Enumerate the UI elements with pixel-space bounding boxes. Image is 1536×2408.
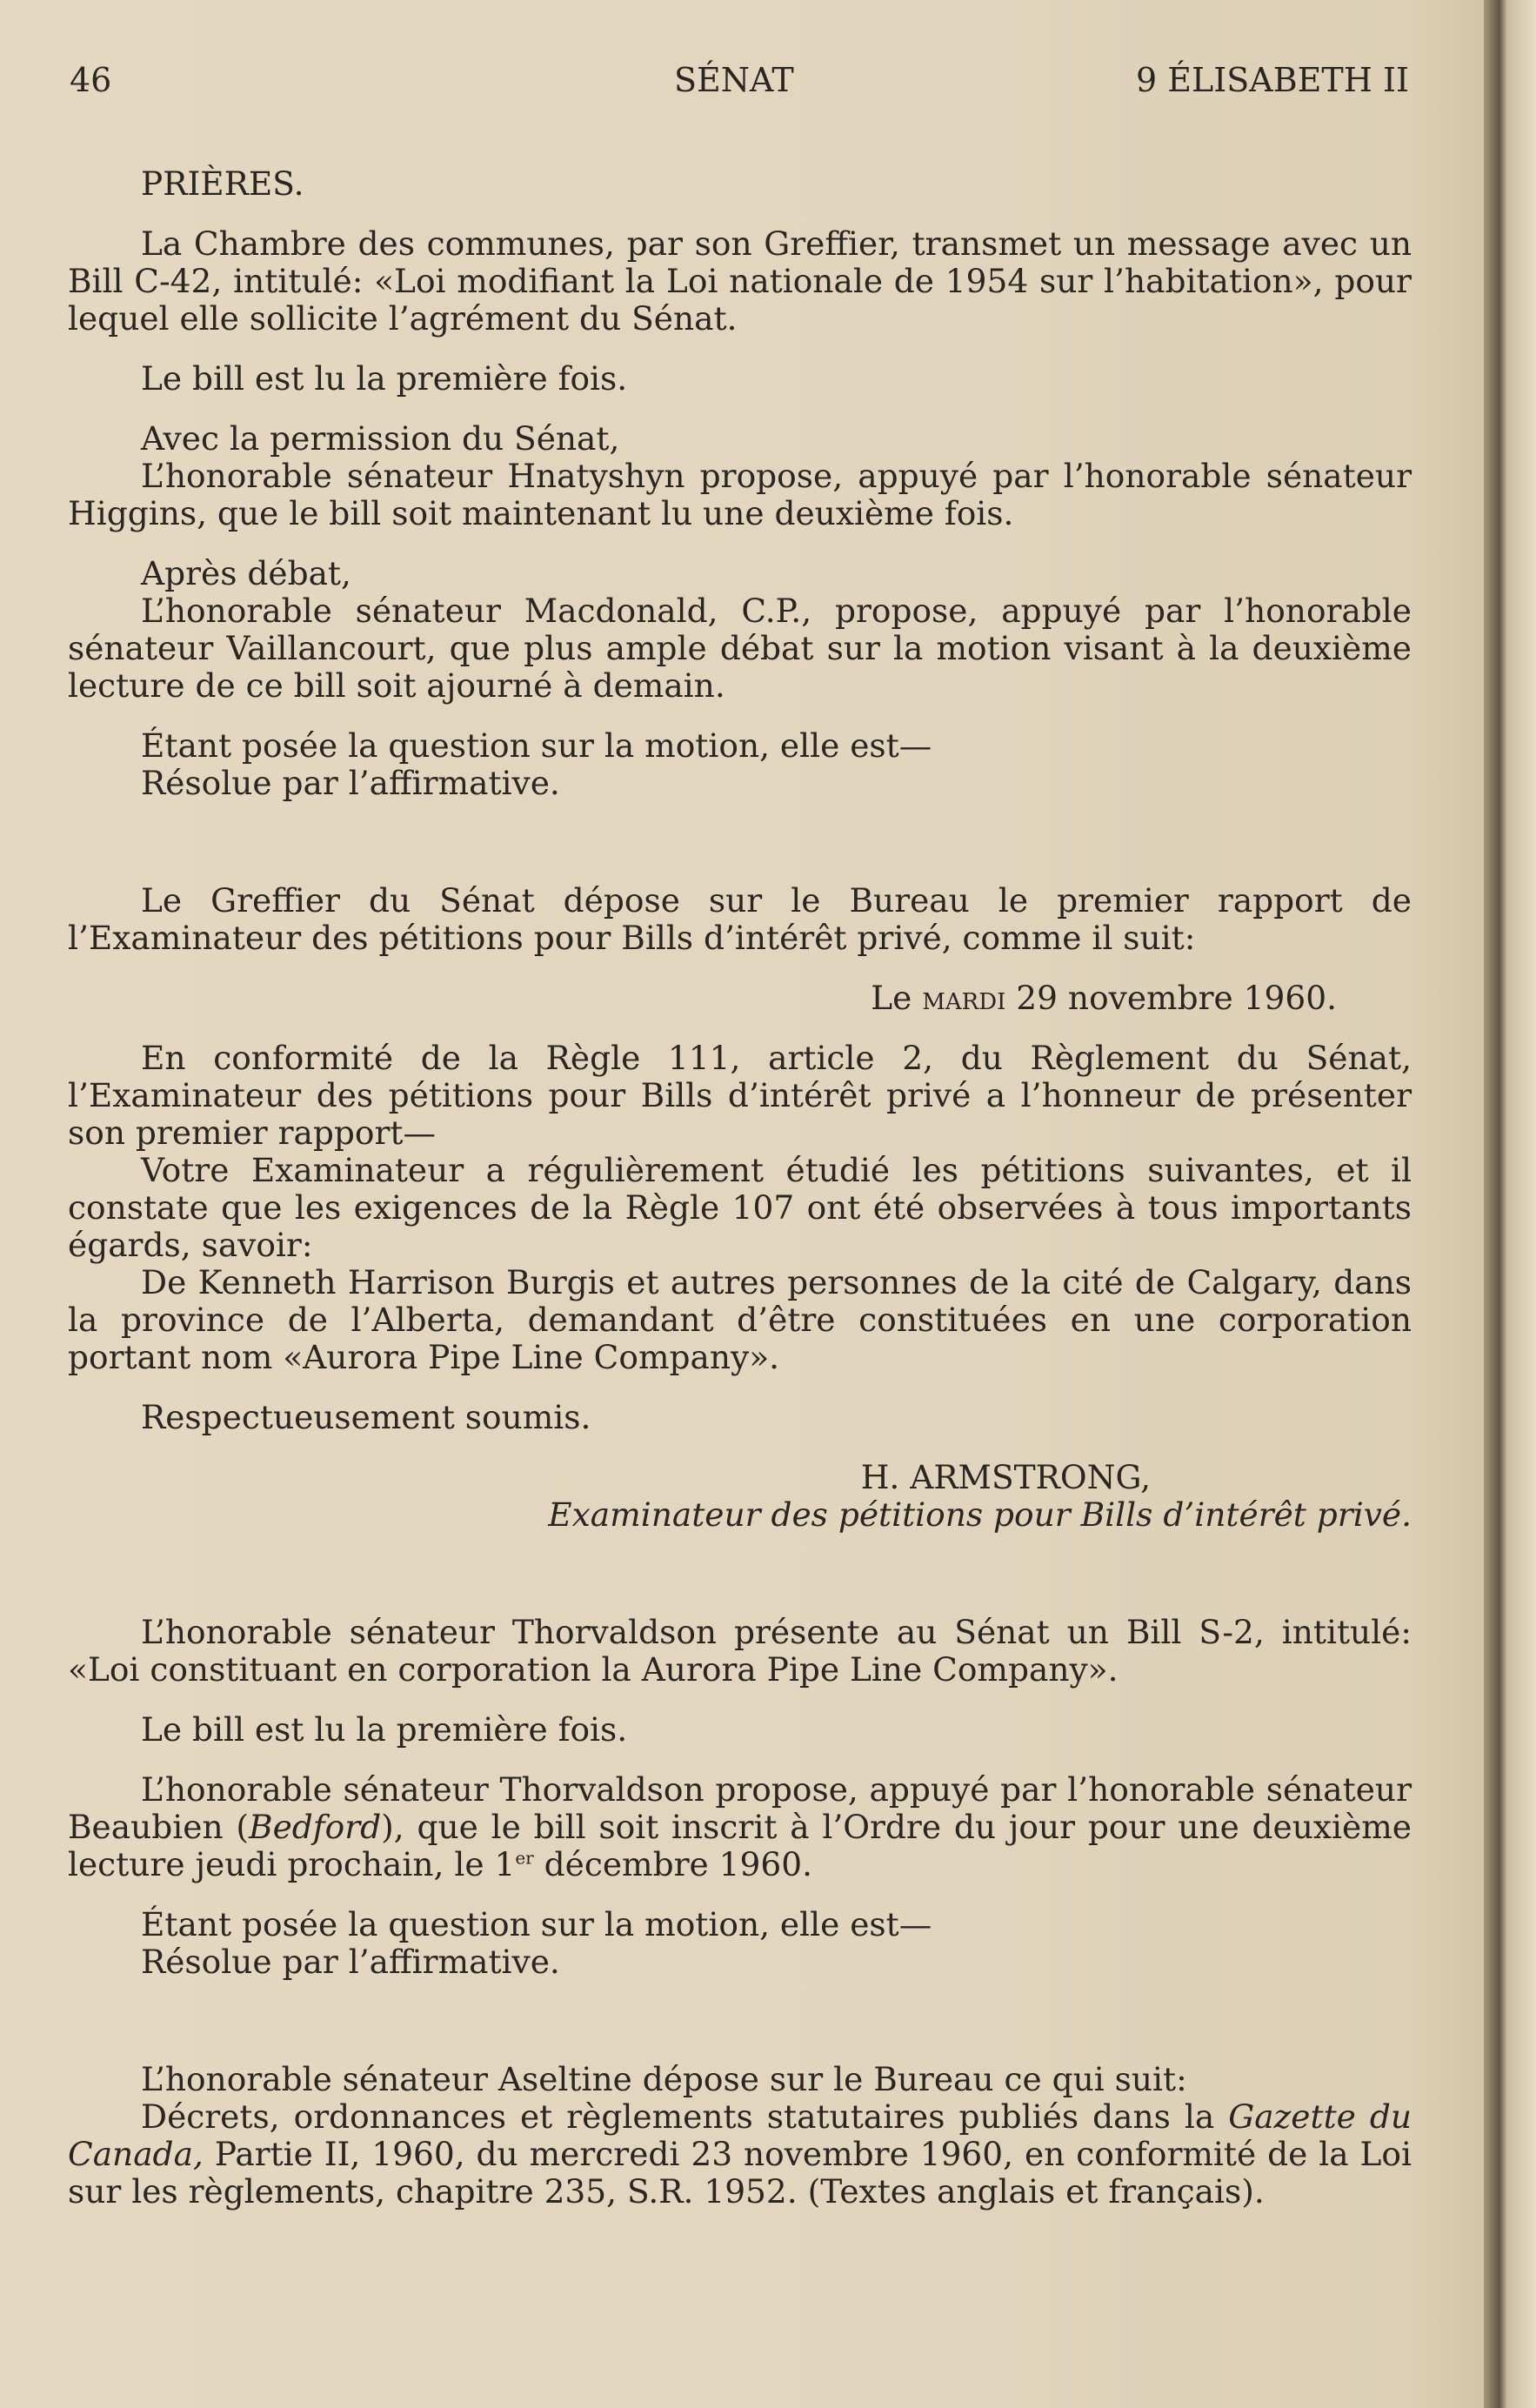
motion-thorvaldson-text-a: L’honorable sénateur Thorvaldson propose, appuyé par l’honorable sénateur Beaubien ( (68, 1770, 1412, 1846)
report-date (68, 980, 1412, 1017)
motion-thorvaldson-text-b: ), que le bill soit inscrit à l’Ordre du jour pour une deuxième lecture jeudi prochain, le 1 (68, 1808, 1412, 1883)
decrets-text-b: Partie II, 1960, du mercredi 23 novembre 1960, en conformité de la Loi sur les règlements, chapitre 235, S.R. 1952. (Textes anglais et français). (68, 2135, 1412, 2211)
motion-thorvaldson-ordinal: er (515, 1847, 534, 1869)
paragraph-resolved-2: Résolue par l’affirmative. (141, 1943, 560, 1981)
paragraph-leave: Avec la permission du Sénat, (141, 419, 620, 458)
report-paragraph-1: En conformité de la Règle 111, article 2, du Règlement du Sénat, l’Examinateur des pétitions pour Bills d’intérêt privé a l’honneur de présenter son premier rapport— (68, 1039, 1412, 1152)
report-paragraph-2: Votre Examinateur a régulièrement étudié les pétitions suivantes, et il constate que les exigences de la Règle 107 ont été observées à tous importants égards, savoir: (68, 1151, 1412, 1264)
paragraph-question-put: Étant posée la question sur la motion, elle est— (141, 726, 932, 765)
paragraph-after-debate: Après débat, (141, 554, 351, 592)
signature-name: H. ARMSTRONG, (860, 1458, 1151, 1496)
paragraph-motion-macdonald: L’honorable sénateur Macdonald, C.P., propose, appuyé par l’honorable sénateur Vaillancourt, que plus ample débat sur la motion visant à la deuxième lecture de ce bill soit ajourné à demain. (68, 592, 1412, 705)
running-title: SÉNAT (674, 61, 794, 99)
report-date-rest: 29 novembre 1960. (1016, 979, 1337, 1017)
respectfully-submitted: Respectueusement soumis. (141, 1398, 591, 1436)
paragraph-resolved: Résolue par l’affirmative. (141, 764, 560, 802)
paragraph-motion-thorvaldson (68, 1771, 1412, 1883)
paragraph-aseltine-tabling: L’honorable sénateur Aseltine dépose sur le Bureau ce qui suit: (141, 2060, 1187, 2098)
paragraph-bill-s2: L’honorable sénateur Thorvaldson présente au Sénat un Bill S-2, intitulé: «Loi constituant en corporation la Aurora Pipe Line Company». (68, 1613, 1412, 1689)
prayers-heading: PRIÈRES. (141, 164, 304, 203)
report-paragraph-3: De Kenneth Harrison Burgis et autres personnes de la cité de Calgary, dans la province de l’Alberta, demandant d’être constituées en une corporation portant nom «Aurora Pipe Line Company». (68, 1263, 1412, 1376)
paragraph-decrets (68, 2098, 1412, 2211)
paragraph-message-c42: La Chambre des communes, par son Greffier, transmet un message avec un Bill C-42, intitulé: «Loi modifiant la Loi nationale de 1954 sur l’habitation», pour lequel elle sollicite l’agrément du Sénat. (68, 224, 1412, 338)
decrets-text-a: Décrets, ordonnances et règlements statutaires publiés dans la (141, 2097, 1229, 2136)
report-date-prefix: Le (871, 979, 912, 1017)
page-number: 46 (70, 61, 112, 99)
decrets-gazette: Gazette du Canada, (68, 2097, 1412, 2173)
regnal-year: 9 ÉLISABETH II (1136, 61, 1409, 99)
report-date-day: mardi (922, 979, 1006, 1017)
paragraph-clerk-report: Le Greffier du Sénat dépose sur le Bureau le premier rapport de l’Examinateur des pétitions pour Bills d’intérêt privé, comme il suit: (68, 881, 1412, 957)
paragraph-first-reading-s2: Le bill est lu la première fois. (141, 1710, 628, 1749)
book-gutter (1484, 0, 1536, 2408)
motion-thorvaldson-riding: Bedford (249, 1808, 382, 1846)
motion-thorvaldson-text-c: décembre 1960. (533, 1845, 812, 1883)
paragraph-first-reading: Le bill est lu la première fois. (141, 359, 628, 398)
journal-body (68, 165, 1412, 2211)
signature-title: Examinateur des pétitions pour Bills d’intérêt privé. (548, 1495, 1412, 1534)
paragraph-question-put-2: Étant posée la question sur la motion, elle est— (141, 1905, 932, 1943)
running-head (70, 61, 1409, 104)
paragraph-motion-hnatyshyn: L’honorable sénateur Hnatyshyn propose, appuyé par l’honorable sénateur Higgins, que le bill soit maintenant lu une deuxième fois. (68, 457, 1412, 532)
